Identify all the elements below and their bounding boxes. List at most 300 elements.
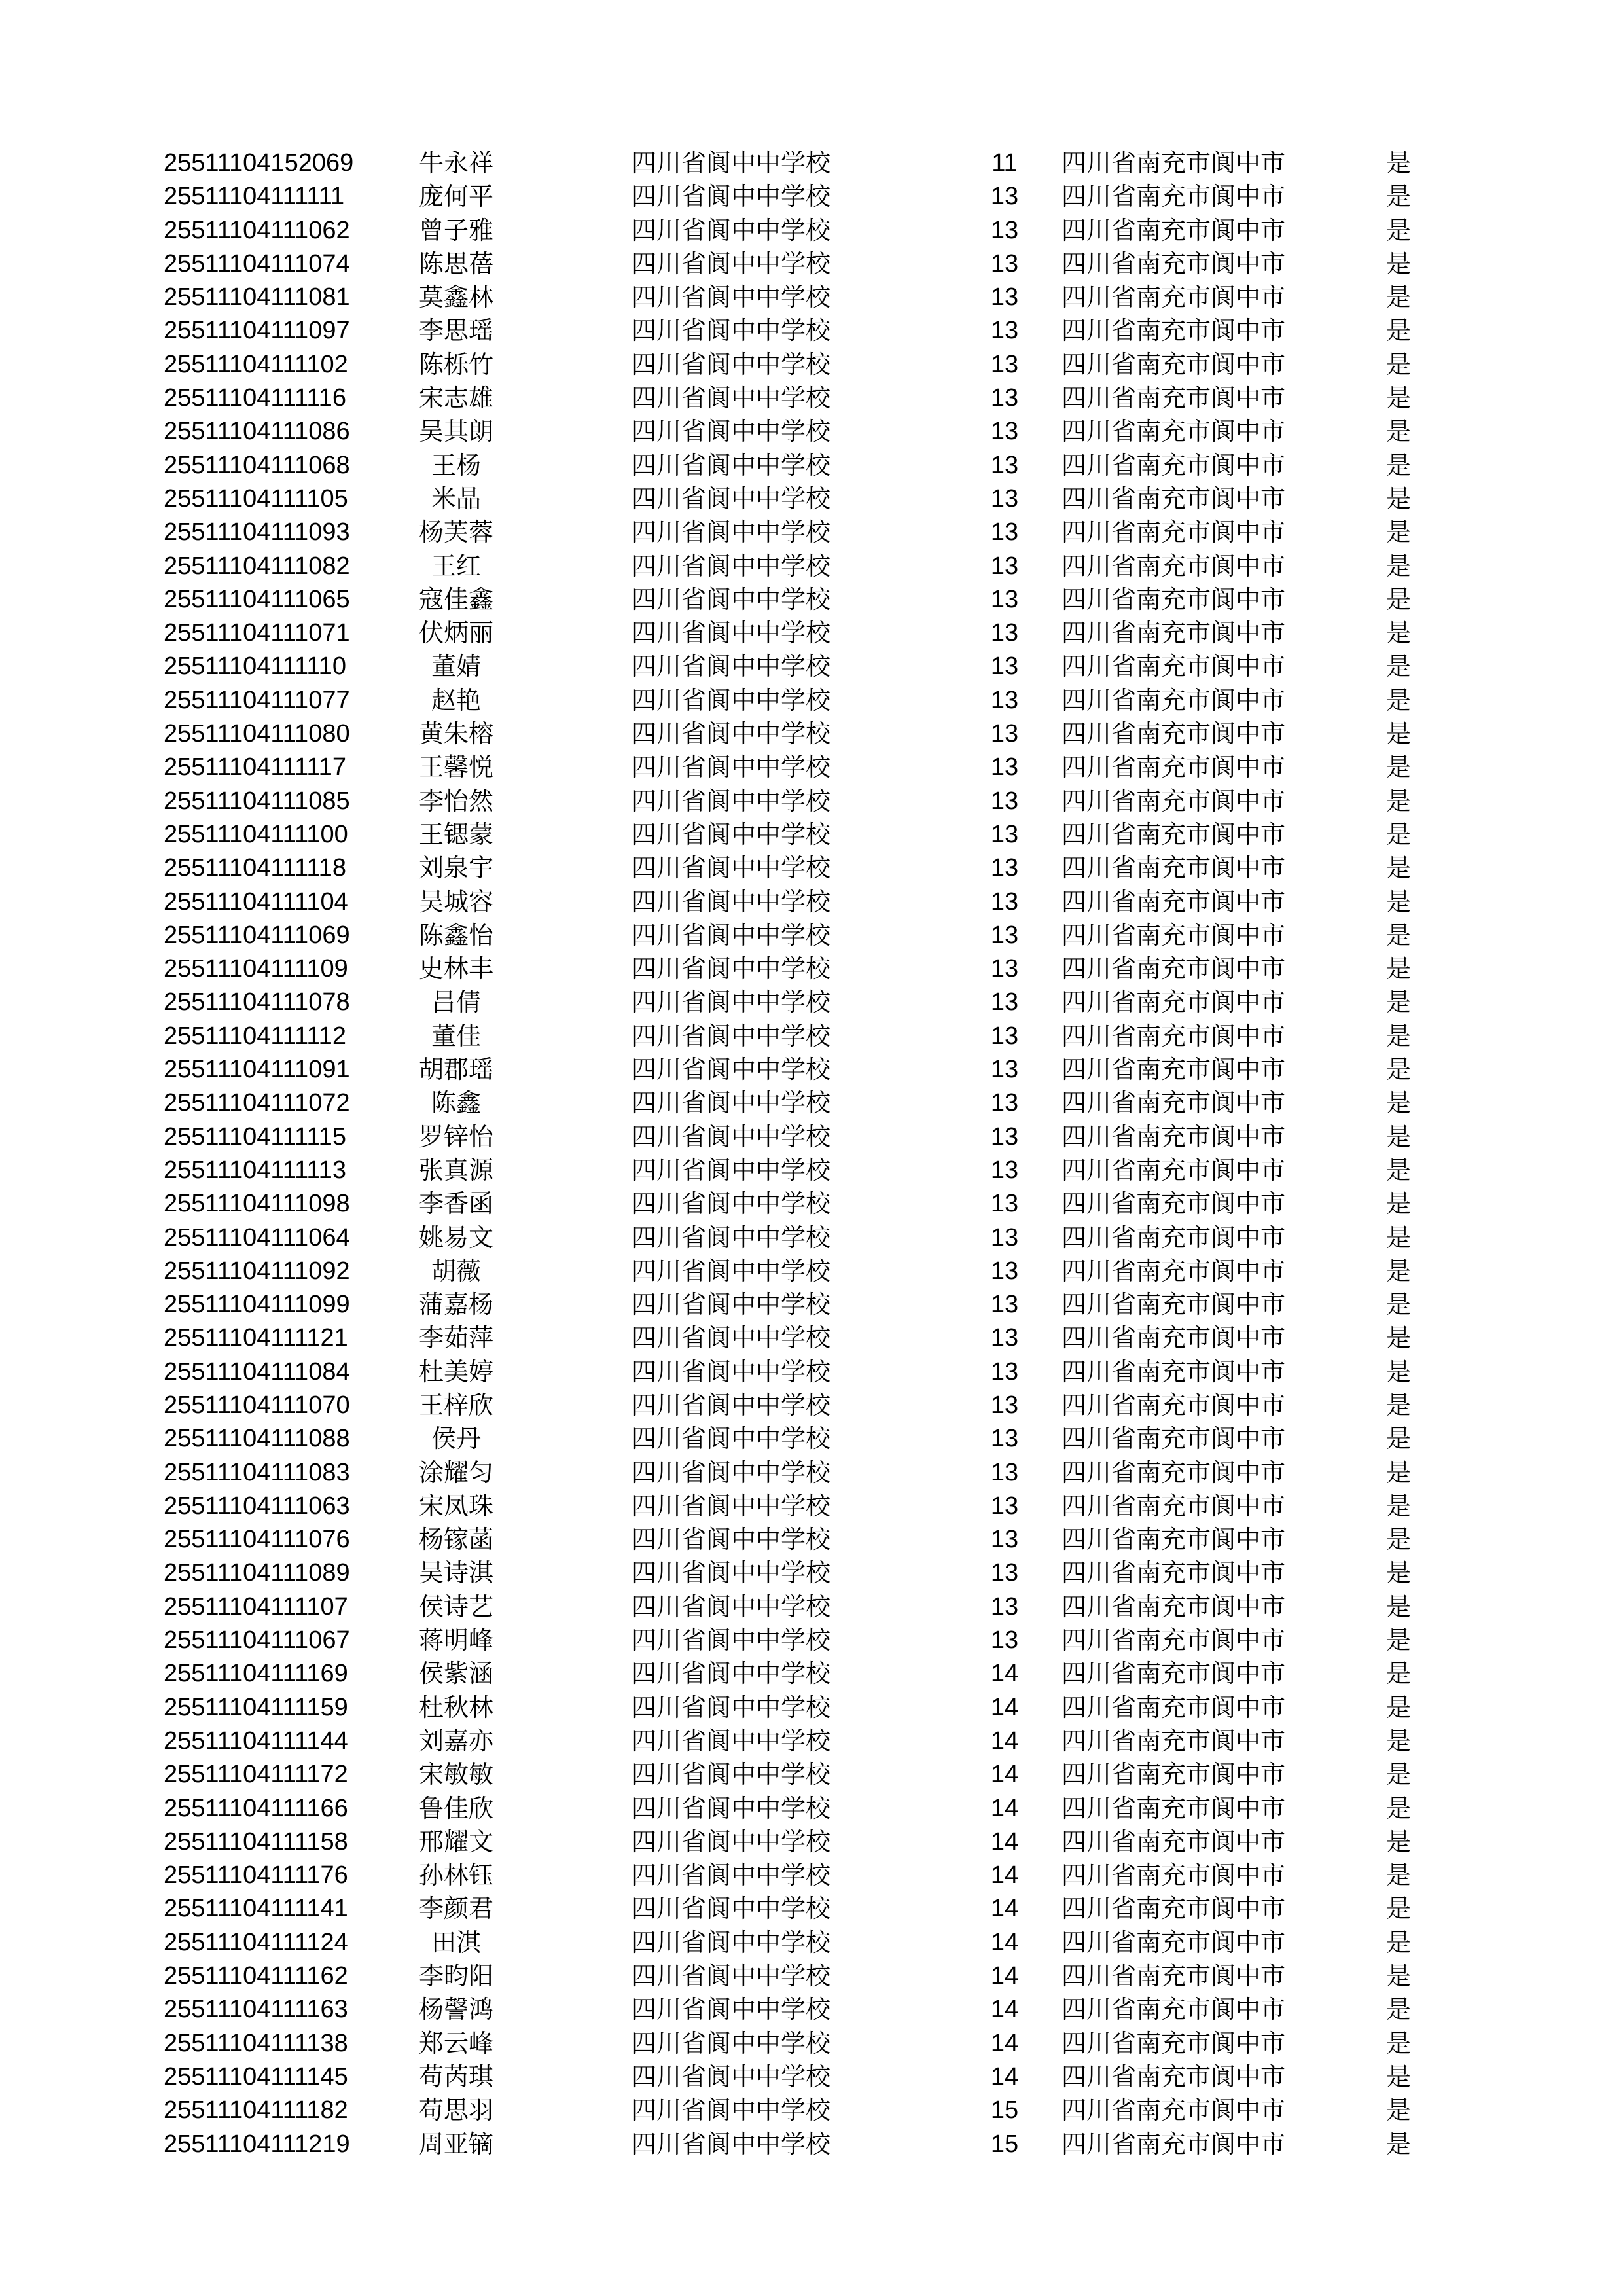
table-row <box>0 1187 1623 1221</box>
school-cell: 四川省阆中中学校 <box>632 1558 831 1588</box>
grade-cell: 13 <box>990 249 1019 278</box>
student-name-cell: 苟芮琪 <box>418 2062 493 2091</box>
student-name-cell: 牛永祥 <box>418 149 493 177</box>
table-row <box>0 1926 1623 1960</box>
table-row <box>0 1086 1623 1120</box>
region-cell: 四川省南充市阆中市 <box>1061 652 1286 681</box>
grade-cell: 13 <box>990 283 1019 312</box>
student-name-cell: 罗锌怡 <box>418 1122 493 1151</box>
student-id-cell: 25511104111068 <box>164 451 350 479</box>
region-cell: 四川省南充市阆中市 <box>1061 1592 1286 1621</box>
school-cell: 四川省阆中中学校 <box>632 1626 831 1655</box>
flag-cell: 是 <box>1386 1726 1412 1755</box>
student-id-cell: 25511104152069 <box>164 149 354 177</box>
student-name-cell: 周亚镝 <box>418 2129 493 2159</box>
region-cell: 四川省南充市阆中市 <box>1061 685 1286 715</box>
student-name-cell: 涂耀匀 <box>418 1458 493 1487</box>
student-id-cell: 25511104111162 <box>164 1962 348 1990</box>
school-cell: 四川省阆中中学校 <box>632 484 831 513</box>
student-name-cell: 宋凤珠 <box>418 1491 493 1520</box>
table-row <box>0 1422 1623 1456</box>
student-name-cell: 宋敏敏 <box>418 1760 493 1789</box>
school-cell: 四川省阆中中学校 <box>632 1861 831 1890</box>
table-row <box>0 886 1623 919</box>
school-cell: 四川省阆中中学校 <box>632 1055 831 1085</box>
flag-cell: 是 <box>1386 853 1412 883</box>
student-id-cell: 25511104111100 <box>164 820 348 848</box>
region-cell: 四川省南充市阆中市 <box>1061 215 1286 245</box>
table-row <box>0 516 1623 549</box>
student-id-cell: 25511104111093 <box>164 518 350 547</box>
table-row <box>0 415 1623 448</box>
region-cell: 四川省南充市阆中市 <box>1061 853 1286 883</box>
grade-cell: 13 <box>990 1492 1019 1520</box>
table-row <box>0 1288 1623 1321</box>
flag-cell: 是 <box>1386 1458 1412 1487</box>
grade-cell: 13 <box>990 1291 1019 1319</box>
student-id-cell: 25511104111141 <box>164 1895 348 1923</box>
student-name-cell: 郑云峰 <box>418 2028 493 2058</box>
school-cell: 四川省阆中中学校 <box>632 1995 831 2024</box>
flag-cell: 是 <box>1386 1256 1412 1285</box>
student-id-cell: 25511104111086 <box>164 418 350 446</box>
table-row <box>0 717 1623 751</box>
student-id-cell: 25511104111071 <box>164 619 350 647</box>
region-cell: 四川省南充市阆中市 <box>1061 1189 1286 1219</box>
student-id-cell: 25511104111118 <box>164 854 346 882</box>
table-row <box>0 1825 1623 1859</box>
school-cell: 四川省阆中中学校 <box>632 1189 831 1219</box>
region-cell: 四川省南充市阆中市 <box>1061 1962 1286 1991</box>
table-row <box>0 1556 1623 1590</box>
region-cell: 四川省南充市阆中市 <box>1061 1525 1286 1554</box>
school-cell: 四川省阆中中学校 <box>632 2028 831 2058</box>
student-name-cell: 张真源 <box>418 1155 493 1185</box>
grade-cell: 14 <box>990 2029 1019 2057</box>
flag-cell: 是 <box>1386 1558 1412 1588</box>
student-name-cell: 宋志雄 <box>418 384 493 413</box>
student-name-cell: 杨謦鸿 <box>418 1995 493 2024</box>
grade-cell: 14 <box>990 1761 1019 1789</box>
student-name-cell: 李茹萍 <box>418 1323 493 1353</box>
region-cell: 四川省南充市阆中市 <box>1061 584 1286 614</box>
student-id-cell: 25511104111163 <box>164 1996 348 2024</box>
student-id-cell: 25511104111085 <box>164 787 350 815</box>
grade-cell: 13 <box>990 854 1019 882</box>
grade-cell: 13 <box>990 1257 1019 1285</box>
student-name-cell: 莫鑫林 <box>418 283 493 312</box>
flag-cell: 是 <box>1386 149 1412 177</box>
grade-cell: 13 <box>990 955 1019 983</box>
region-cell: 四川省南充市阆中市 <box>1061 1323 1286 1353</box>
student-id-cell: 25511104111158 <box>164 1827 348 1856</box>
student-id-cell: 25511104111078 <box>164 988 350 1016</box>
flag-cell: 是 <box>1386 1021 1412 1050</box>
region-cell: 四川省南充市阆中市 <box>1061 1491 1286 1520</box>
school-cell: 四川省阆中中学校 <box>632 350 831 379</box>
table-row <box>0 247 1623 281</box>
student-name-cell: 姚易文 <box>418 1223 493 1252</box>
region-cell: 四川省南充市阆中市 <box>1061 1122 1286 1151</box>
grade-cell: 13 <box>990 317 1019 345</box>
region-cell: 四川省南充市阆中市 <box>1061 1088 1286 1118</box>
grade-cell: 13 <box>990 1156 1019 1184</box>
grade-cell: 13 <box>990 1122 1019 1151</box>
region-cell: 四川省南充市阆中市 <box>1061 417 1286 446</box>
school-cell: 四川省阆中中学校 <box>632 1592 831 1621</box>
school-cell: 四川省阆中中学校 <box>632 786 831 816</box>
school-cell: 四川省阆中中学校 <box>632 1962 831 1991</box>
flag-cell: 是 <box>1386 685 1412 715</box>
student-id-cell: 25511104111104 <box>164 888 348 916</box>
flag-cell: 是 <box>1386 249 1412 278</box>
flag-cell: 是 <box>1386 584 1412 614</box>
table-row <box>0 952 1623 986</box>
grade-cell: 13 <box>990 451 1019 479</box>
school-cell: 四川省阆中中学校 <box>632 1256 831 1285</box>
school-cell: 四川省阆中中学校 <box>632 1323 831 1353</box>
student-table <box>0 147 1623 2161</box>
student-name-cell: 吴其朗 <box>418 417 493 446</box>
flag-cell: 是 <box>1386 819 1412 849</box>
region-cell: 四川省南充市阆中市 <box>1061 819 1286 849</box>
table-row <box>0 550 1623 583</box>
student-id-cell: 25511104111121 <box>164 1324 348 1352</box>
flag-cell: 是 <box>1386 215 1412 245</box>
school-cell: 四川省阆中中学校 <box>632 450 831 480</box>
region-cell: 四川省南充市阆中市 <box>1061 1659 1286 1689</box>
grade-cell: 13 <box>990 720 1019 748</box>
flag-cell: 是 <box>1386 350 1412 379</box>
flag-cell: 是 <box>1386 1861 1412 1890</box>
grade-cell: 13 <box>990 1056 1019 1084</box>
region-cell: 四川省南充市阆中市 <box>1061 1894 1286 1924</box>
student-name-cell: 董佳 <box>431 1021 481 1050</box>
student-id-cell: 25511104111083 <box>164 1458 350 1486</box>
school-cell: 四川省阆中中学校 <box>632 819 831 849</box>
student-name-cell: 李怡然 <box>418 786 493 816</box>
grade-cell: 13 <box>990 1592 1019 1621</box>
table-row <box>0 1355 1623 1389</box>
student-name-cell: 庞何平 <box>418 182 493 211</box>
student-name-cell: 吴诗淇 <box>418 1558 493 1588</box>
flag-cell: 是 <box>1386 1357 1412 1386</box>
region-cell: 四川省南充市阆中市 <box>1061 619 1286 648</box>
school-cell: 四川省阆中中学校 <box>632 1290 831 1319</box>
student-name-cell: 李香函 <box>418 1189 493 1219</box>
student-id-cell: 25511104111172 <box>164 1761 348 1789</box>
flag-cell: 是 <box>1386 384 1412 413</box>
table-row <box>0 2060 1623 2094</box>
grade-cell: 13 <box>990 1022 1019 1050</box>
flag-cell: 是 <box>1386 988 1412 1017</box>
region-cell: 四川省南充市阆中市 <box>1061 2096 1286 2125</box>
grade-cell: 13 <box>990 1324 1019 1352</box>
flag-cell: 是 <box>1386 1693 1412 1722</box>
region-cell: 四川省南充市阆中市 <box>1061 719 1286 749</box>
student-id-cell: 25511104111105 <box>164 484 348 512</box>
flag-cell: 是 <box>1386 551 1412 581</box>
table-row <box>0 684 1623 717</box>
flag-cell: 是 <box>1386 2062 1412 2091</box>
student-id-cell: 25511104111072 <box>164 1089 350 1117</box>
student-name-cell: 孙林钰 <box>418 1861 493 1890</box>
region-cell: 四川省南充市阆中市 <box>1061 1558 1286 1588</box>
school-cell: 四川省阆中中学校 <box>632 887 831 916</box>
student-name-cell: 赵艳 <box>431 685 481 715</box>
region-cell: 四川省南充市阆中市 <box>1061 1458 1286 1487</box>
student-id-cell: 25511104111081 <box>164 283 350 312</box>
flag-cell: 是 <box>1386 619 1412 648</box>
table-row <box>0 147 1623 180</box>
student-name-cell: 李昀阳 <box>418 1962 493 1991</box>
student-name-cell: 杨芙蓉 <box>418 518 493 547</box>
student-name-cell: 王红 <box>431 551 481 581</box>
student-id-cell: 25511104111089 <box>164 1559 350 1587</box>
student-name-cell: 吕倩 <box>431 988 481 1017</box>
table-row <box>0 281 1623 314</box>
grade-cell: 14 <box>990 1794 1019 1822</box>
student-name-cell: 杜秋林 <box>418 1693 493 1722</box>
flag-cell: 是 <box>1386 518 1412 547</box>
student-id-cell: 25511104111084 <box>164 1357 350 1386</box>
grade-cell: 14 <box>990 1996 1019 2024</box>
student-name-cell: 杨镓菡 <box>418 1525 493 1554</box>
grade-cell: 13 <box>990 619 1019 647</box>
grade-cell: 14 <box>990 1895 1019 1923</box>
table-row <box>0 1221 1623 1255</box>
flag-cell: 是 <box>1386 1793 1412 1823</box>
school-cell: 四川省阆中中学校 <box>632 1525 831 1554</box>
grade-cell: 11 <box>991 149 1018 177</box>
student-id-cell: 25511104111159 <box>164 1693 348 1721</box>
student-id-cell: 25511104111102 <box>164 350 348 378</box>
student-id-cell: 25511104111110 <box>164 653 346 681</box>
table-row <box>0 785 1623 818</box>
student-name-cell: 鲁佳欣 <box>418 1793 493 1823</box>
region-cell: 四川省南充市阆中市 <box>1061 1928 1286 1957</box>
student-name-cell: 侯紫涵 <box>418 1659 493 1689</box>
school-cell: 四川省阆中中学校 <box>632 149 831 177</box>
school-cell: 四川省阆中中学校 <box>632 249 831 278</box>
student-name-cell: 寇佳鑫 <box>418 584 493 614</box>
grade-cell: 13 <box>990 988 1019 1016</box>
grade-cell: 15 <box>990 2096 1019 2125</box>
student-name-cell: 刘嘉亦 <box>418 1726 493 1755</box>
region-cell: 四川省南充市阆中市 <box>1061 1827 1286 1856</box>
table-row <box>0 818 1623 852</box>
student-id-cell: 25511104111107 <box>164 1592 348 1621</box>
student-name-cell: 李思瑶 <box>418 316 493 346</box>
region-cell: 四川省南充市阆中市 <box>1061 1357 1286 1386</box>
grade-cell: 13 <box>990 1357 1019 1386</box>
region-cell: 四川省南充市阆中市 <box>1061 2062 1286 2091</box>
grade-cell: 14 <box>990 1693 1019 1721</box>
school-cell: 四川省阆中中学校 <box>632 685 831 715</box>
grade-cell: 13 <box>990 653 1019 681</box>
table-row <box>0 1456 1623 1490</box>
region-cell: 四川省南充市阆中市 <box>1061 887 1286 916</box>
grade-cell: 13 <box>990 820 1019 848</box>
flag-cell: 是 <box>1386 1659 1412 1689</box>
table-row <box>0 986 1623 1019</box>
student-name-cell: 董婧 <box>431 652 481 681</box>
school-cell: 四川省阆中中学校 <box>632 1894 831 1924</box>
region-cell: 四川省南充市阆中市 <box>1061 316 1286 346</box>
school-cell: 四川省阆中中学校 <box>632 417 831 446</box>
region-cell: 四川省南充市阆中市 <box>1061 1155 1286 1185</box>
flag-cell: 是 <box>1386 417 1412 446</box>
student-id-cell: 25511104111176 <box>164 1861 348 1890</box>
school-cell: 四川省阆中中学校 <box>632 1390 831 1420</box>
student-name-cell: 史林丰 <box>418 954 493 984</box>
flag-cell: 是 <box>1386 1995 1412 2024</box>
student-id-cell: 25511104111099 <box>164 1291 350 1319</box>
flag-cell: 是 <box>1386 2028 1412 2058</box>
table-row <box>0 650 1623 683</box>
table-row <box>0 751 1623 784</box>
flag-cell: 是 <box>1386 283 1412 312</box>
student-name-cell: 王馨悦 <box>418 753 493 782</box>
student-id-cell: 25511104111098 <box>164 1190 350 1218</box>
table-row <box>0 482 1623 516</box>
flag-cell: 是 <box>1386 954 1412 984</box>
flag-cell: 是 <box>1386 1390 1412 1420</box>
region-cell: 四川省南充市阆中市 <box>1061 484 1286 513</box>
school-cell: 四川省阆中中学校 <box>632 551 831 581</box>
school-cell: 四川省阆中中学校 <box>632 1223 831 1252</box>
flag-cell: 是 <box>1386 1122 1412 1151</box>
region-cell: 四川省南充市阆中市 <box>1061 1424 1286 1454</box>
region-cell: 四川省南充市阆中市 <box>1061 249 1286 278</box>
school-cell: 四川省阆中中学校 <box>632 215 831 245</box>
student-name-cell: 胡郡瑶 <box>418 1055 493 1085</box>
student-id-cell: 25511104111111 <box>164 183 345 211</box>
region-cell: 四川省南充市阆中市 <box>1061 786 1286 816</box>
grade-cell: 15 <box>990 2130 1019 2158</box>
flag-cell: 是 <box>1386 182 1412 211</box>
student-id-cell: 25511104111115 <box>164 1122 346 1151</box>
student-name-cell: 陈鑫怡 <box>418 920 493 950</box>
table-row <box>0 1859 1623 1892</box>
grade-cell: 13 <box>990 183 1019 211</box>
flag-cell: 是 <box>1386 484 1412 513</box>
student-name-cell: 陈栎竹 <box>418 350 493 379</box>
region-cell: 四川省南充市阆中市 <box>1061 1861 1286 1890</box>
student-id-cell: 25511104111169 <box>164 1660 348 1688</box>
table-row <box>0 214 1623 247</box>
region-cell: 四川省南充市阆中市 <box>1061 1693 1286 1722</box>
school-cell: 四川省阆中中学校 <box>632 920 831 950</box>
school-cell: 四川省阆中中学校 <box>632 384 831 413</box>
student-id-cell: 25511104111076 <box>164 1526 350 1554</box>
table-row <box>0 1020 1623 1053</box>
school-cell: 四川省阆中中学校 <box>632 584 831 614</box>
table-row <box>0 1892 1623 1926</box>
student-name-cell: 胡薇 <box>431 1256 481 1285</box>
school-cell: 四川省阆中中学校 <box>632 1693 831 1722</box>
student-name-cell: 王锶蒙 <box>418 819 493 849</box>
grade-cell: 14 <box>990 1861 1019 1890</box>
flag-cell: 是 <box>1386 920 1412 950</box>
school-cell: 四川省阆中中学校 <box>632 1458 831 1487</box>
region-cell: 四川省南充市阆中市 <box>1061 1290 1286 1319</box>
grade-cell: 13 <box>990 1190 1019 1218</box>
grade-cell: 13 <box>990 1089 1019 1117</box>
flag-cell: 是 <box>1386 2129 1412 2159</box>
region-cell: 四川省南充市阆中市 <box>1061 149 1286 177</box>
student-id-cell: 25511104111092 <box>164 1257 350 1285</box>
school-cell: 四川省阆中中学校 <box>632 2129 831 2159</box>
table-row <box>0 2094 1623 2127</box>
school-cell: 四川省阆中中学校 <box>632 518 831 547</box>
student-name-cell: 刘泉宇 <box>418 853 493 883</box>
student-name-cell: 田淇 <box>431 1928 481 1957</box>
school-cell: 四川省阆中中学校 <box>632 1793 831 1823</box>
grade-cell: 13 <box>990 1526 1019 1554</box>
student-id-cell: 25511104111182 <box>164 2096 348 2125</box>
grade-cell: 14 <box>990 1827 1019 1856</box>
student-id-cell: 25511104111065 <box>164 585 350 613</box>
table-row <box>0 1725 1623 1758</box>
grade-cell: 14 <box>990 1962 1019 1990</box>
flag-cell: 是 <box>1386 450 1412 480</box>
table-row <box>0 314 1623 348</box>
flag-cell: 是 <box>1386 1525 1412 1554</box>
student-name-cell: 陈思蓓 <box>418 249 493 278</box>
table-row <box>0 1255 1623 1288</box>
student-id-cell: 25511104111067 <box>164 1626 350 1655</box>
student-name-cell: 王梓欣 <box>418 1390 493 1420</box>
student-name-cell: 伏炳丽 <box>418 619 493 648</box>
student-id-cell: 25511104111219 <box>164 2130 350 2158</box>
region-cell: 四川省南充市阆中市 <box>1061 1256 1286 1285</box>
region-cell: 四川省南充市阆中市 <box>1061 1390 1286 1420</box>
flag-cell: 是 <box>1386 1088 1412 1118</box>
table-row <box>0 617 1623 650</box>
grade-cell: 13 <box>990 1626 1019 1655</box>
grade-cell: 13 <box>990 384 1019 412</box>
school-cell: 四川省阆中中学校 <box>632 316 831 346</box>
flag-cell: 是 <box>1386 753 1412 782</box>
region-cell: 四川省南充市阆中市 <box>1061 920 1286 950</box>
student-name-cell: 邢耀文 <box>418 1827 493 1856</box>
grade-cell: 13 <box>990 686 1019 714</box>
school-cell: 四川省阆中中学校 <box>632 1357 831 1386</box>
school-cell: 四川省阆中中学校 <box>632 1088 831 1118</box>
student-name-cell: 黄朱榕 <box>418 719 493 749</box>
student-name-cell: 米晶 <box>431 484 481 513</box>
school-cell: 四川省阆中中学校 <box>632 988 831 1017</box>
table-row <box>0 1490 1623 1523</box>
flag-cell: 是 <box>1386 2096 1412 2125</box>
flag-cell: 是 <box>1386 1155 1412 1185</box>
grade-cell: 14 <box>990 1727 1019 1755</box>
grade-cell: 13 <box>990 787 1019 815</box>
student-id-cell: 25511104111069 <box>164 921 350 949</box>
school-cell: 四川省阆中中学校 <box>632 1424 831 1454</box>
school-cell: 四川省阆中中学校 <box>632 1827 831 1856</box>
grade-cell: 13 <box>990 350 1019 378</box>
grade-cell: 13 <box>990 1458 1019 1486</box>
region-cell: 四川省南充市阆中市 <box>1061 1995 1286 2024</box>
grade-cell: 13 <box>990 585 1019 613</box>
flag-cell: 是 <box>1386 316 1412 346</box>
school-cell: 四川省阆中中学校 <box>632 1726 831 1755</box>
flag-cell: 是 <box>1386 1827 1412 1856</box>
table-row <box>0 583 1623 617</box>
grade-cell: 13 <box>990 1391 1019 1419</box>
